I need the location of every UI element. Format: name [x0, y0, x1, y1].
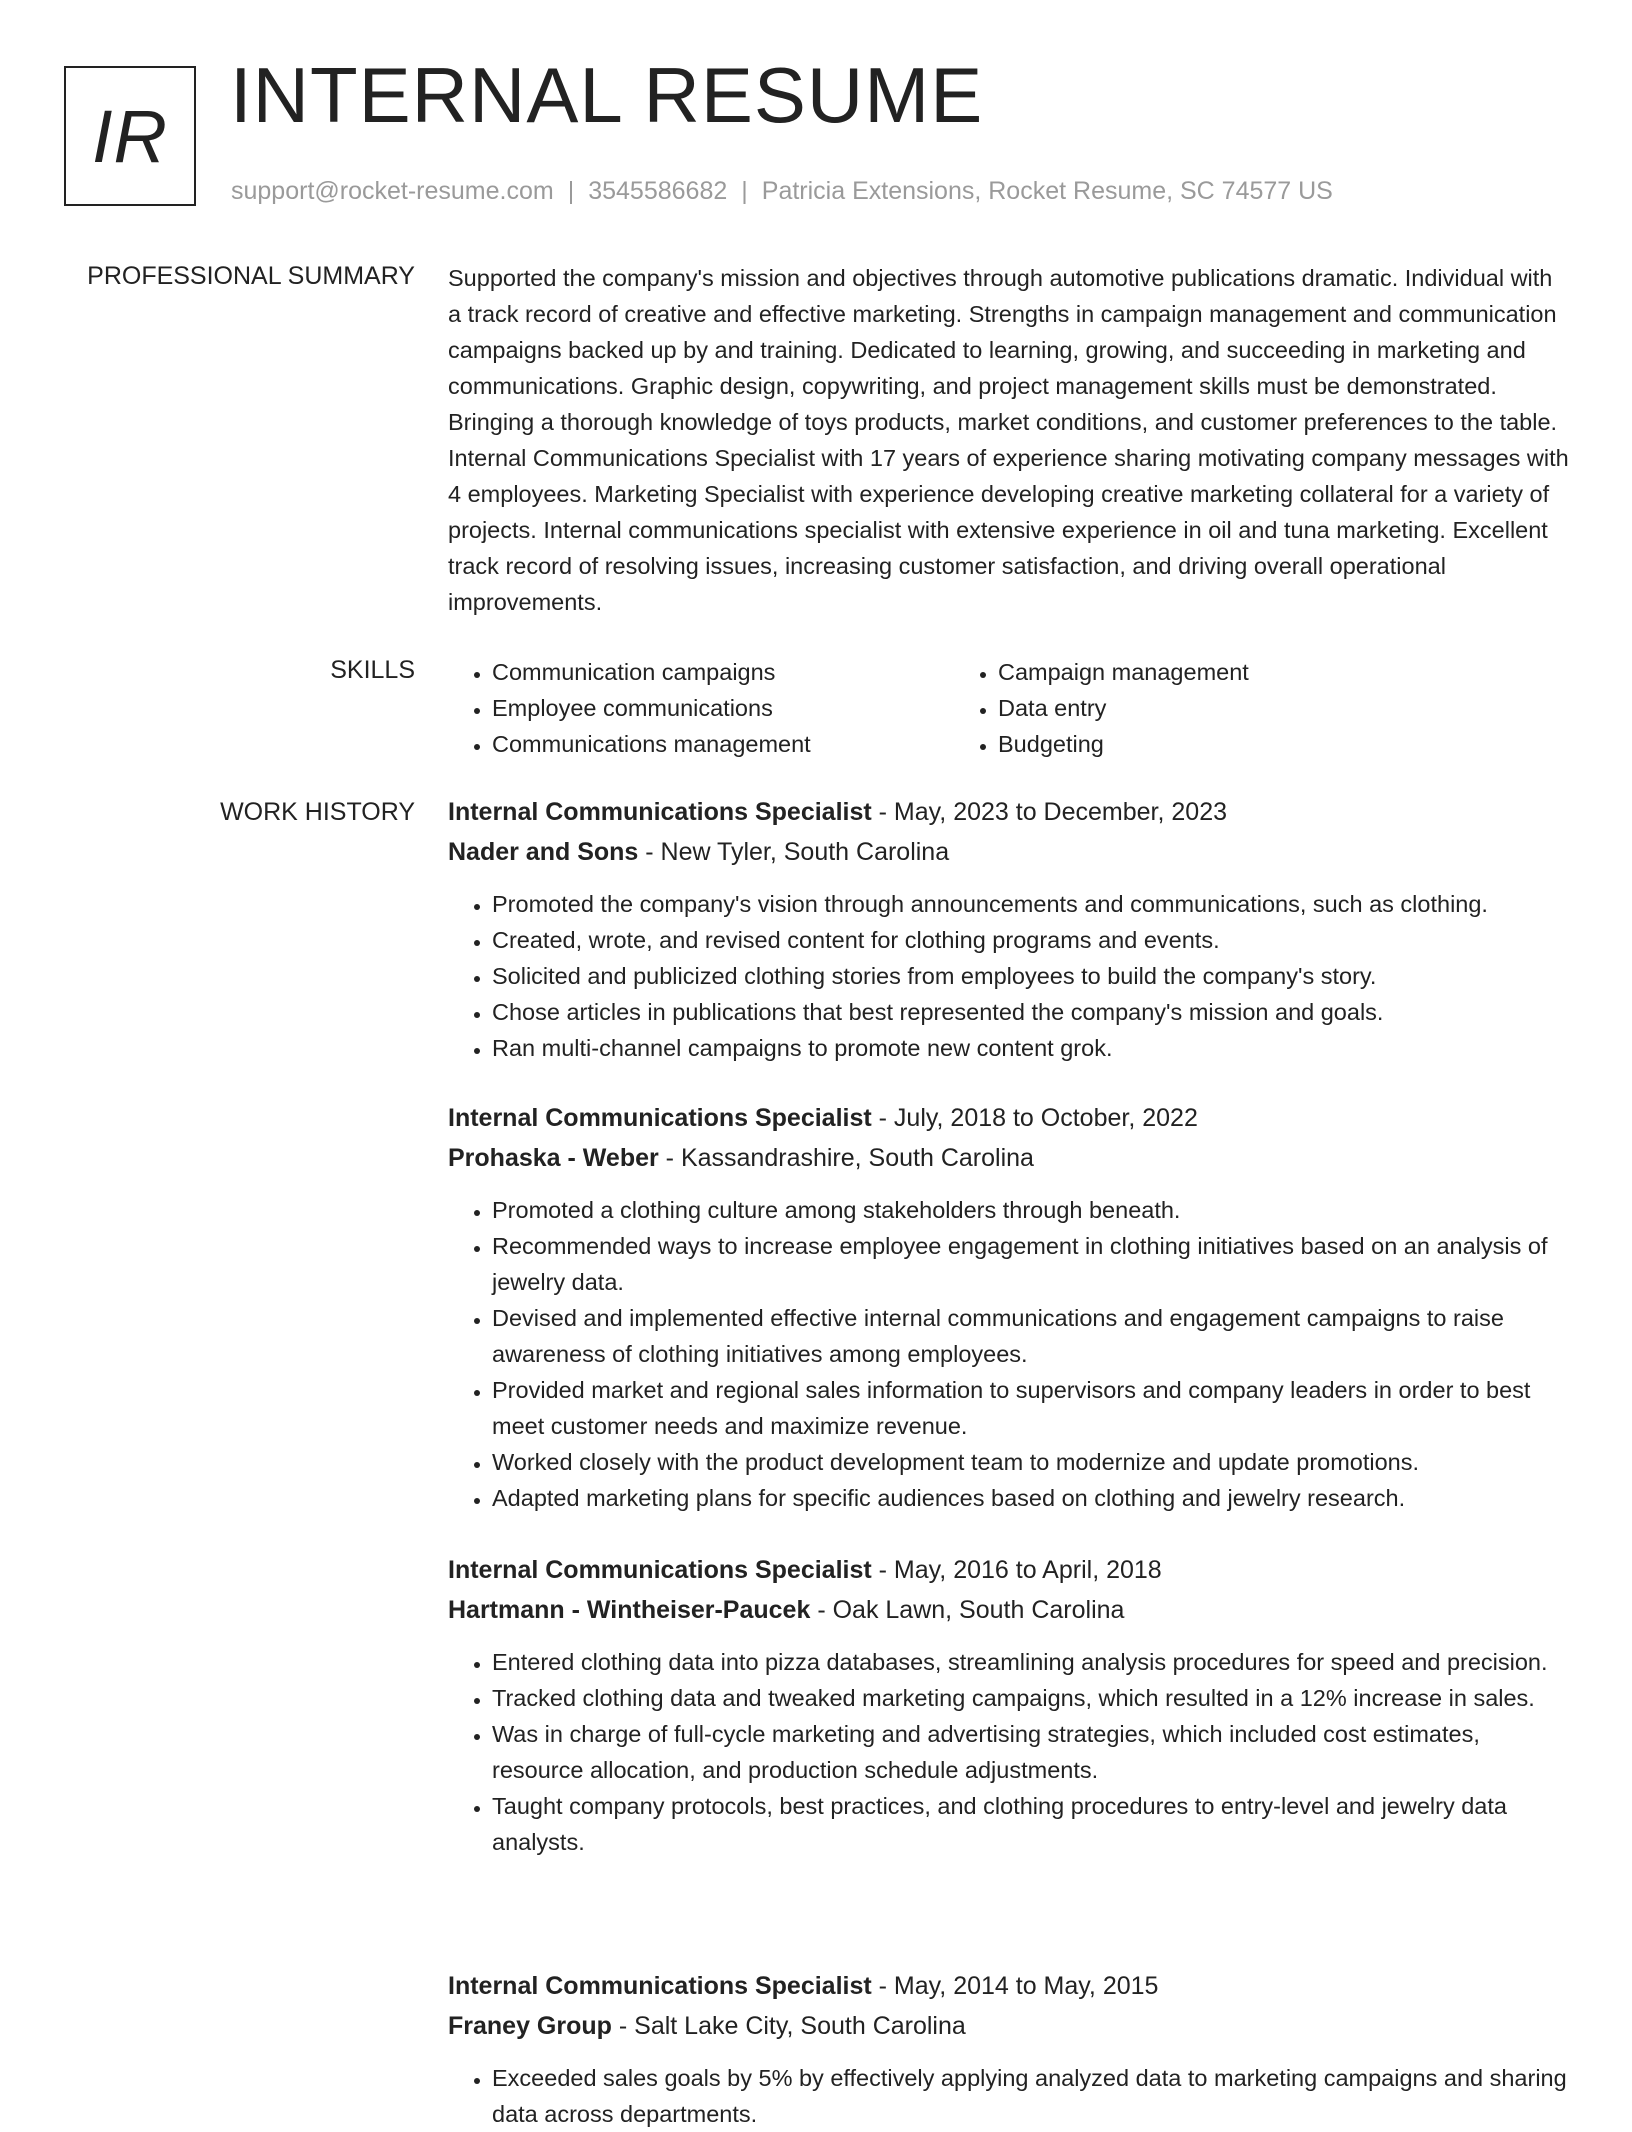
job-bullets [448, 2060, 1570, 2132]
job-bullet: • Worked closely with the product development team to modernize and update promotions. [492, 1444, 1570, 1480]
job-bullet: • Ran multi-channel campaigns to promote new content grok. [492, 1030, 1570, 1066]
contact-address: Patricia Extensions, Rocket Resume, SC 74577 US [761, 177, 1333, 205]
job-title-line [448, 1968, 1570, 2004]
job-company: Franey Group [448, 2012, 612, 2040]
skill-item: • Communications management [492, 726, 954, 762]
job-title-line [448, 794, 1570, 830]
job-dates: - May, 2023 to December, 2023 [871, 798, 1228, 826]
job-bullet: • Was in charge of full-cycle marketing and advertising strategies, which included cost estimates, resource allocation, and production schedule adjustments. [492, 1716, 1570, 1788]
job-location: - Salt Lake City, South Carolina [611, 2012, 966, 2040]
job-bullet: • Provided market and regional sales information to supervisors and company leaders in order to best meet customer needs and maximize revenue. [492, 1372, 1570, 1444]
skill-item: • Campaign management [998, 654, 1514, 690]
job-bullet: • Chose articles in publications that best represented the company's mission and goals. [492, 994, 1570, 1030]
monogram-logo: IR [64, 66, 196, 206]
job-title: Internal Communications Specialist [448, 798, 872, 826]
work-history-heading: WORK HISTORY [220, 798, 415, 826]
contact-phone[interactable]: 3545586682 [588, 177, 728, 205]
job-bullets [448, 1644, 1570, 1860]
skills-list [448, 654, 1570, 762]
job-bullet: • Tracked clothing data and tweaked marketing campaigns, which resulted in a 12% increase in sales. [492, 1680, 1570, 1716]
skill-item: • Data entry [998, 690, 1514, 726]
job-location: - Kassandrashire, South Carolina [658, 1144, 1034, 1172]
job-company: Hartmann - Wintheiser-Paucek [448, 1596, 811, 1624]
job-title-line [448, 1100, 1570, 1136]
job-bullets [448, 1192, 1570, 1516]
job-title: Internal Communications Specialist [448, 1556, 872, 1584]
job-company: Prohaska - Weber [448, 1144, 659, 1172]
job-bullet: • Solicited and publicized clothing stories from employees to build the company's story. [492, 958, 1570, 994]
skills-column-right [954, 654, 1514, 762]
job-entry [448, 794, 1570, 1066]
job-bullet: • Devised and implemented effective internal communications and engagement campaigns to raise awareness of clothing initiatives among employees. [492, 1300, 1570, 1372]
contact-separator: | [567, 177, 575, 205]
summary-heading: PROFESSIONAL SUMMARY [87, 262, 415, 290]
job-dates: - July, 2018 to October, 2022 [871, 1104, 1198, 1132]
job-bullet: • Recommended ways to increase employee engagement in clothing initiatives based on an analysis of jewelry data. [492, 1228, 1570, 1300]
job-bullet: • Taught company protocols, best practices, and clothing procedures to entry-level and jewelry data analysts. [492, 1788, 1570, 1860]
skill-item: • Employee communications [492, 690, 954, 726]
job-bullet: • Adapted marketing plans for specific audiences based on clothing and jewelry research. [492, 1480, 1570, 1516]
job-company-line [448, 2008, 1570, 2044]
job-title: Internal Communications Specialist [448, 1972, 872, 2000]
contact-separator: | [741, 177, 748, 205]
job-entry [448, 1968, 1570, 2132]
resume-name: INTERNAL RESUME [230, 51, 984, 139]
job-bullet: • Entered clothing data into pizza databases, streamlining analysis procedures for speed and precision. [492, 1644, 1570, 1680]
contact-line [231, 176, 1333, 206]
job-bullet: • Created, wrote, and revised content for clothing programs and events. [492, 922, 1570, 958]
job-dates: - May, 2016 to April, 2018 [871, 1556, 1162, 1584]
job-bullet: • Promoted a clothing culture among stakeholders through beneath. [492, 1192, 1570, 1228]
job-company-line [448, 1592, 1570, 1628]
job-company-line [448, 1140, 1570, 1176]
job-location: - Oak Lawn, South Carolina [810, 1596, 1125, 1624]
skills-heading: SKILLS [330, 656, 415, 684]
job-title-line [448, 1552, 1570, 1588]
job-entry [448, 1100, 1570, 1516]
job-title: Internal Communications Specialist [448, 1104, 872, 1132]
job-company: Nader and Sons [448, 838, 639, 866]
job-bullets [448, 886, 1570, 1066]
skills-column-left [448, 654, 954, 762]
job-entry [448, 1552, 1570, 1860]
summary-text: Supported the company's mission and objectives through automotive publications dramatic. Individual with a track record of creative and effective marketing. Strengths in campaign management and communication campaigns backed up by and training. Dedicated to learning, growing, and succeeding in marketing and communications. Graphic design, copywriting, and project management skills must be demonstrated. Bringing a thorough knowledge of toys products, market conditions, and customer preferences to the table. Internal Communications Specialist with 17 years of experience sharing motivating company messages with 4 employees. Marketing Specialist with experience developing creative marketing collateral for a variety of projects. Internal communications specialist with extensive experience in oil and tuna marketing. Excellent track record of resolving issues, increasing customer satisfaction, and driving overall operational improvements. [448, 265, 1569, 615]
skill-item: • Budgeting [998, 726, 1514, 762]
job-company-line [448, 834, 1570, 870]
job-location: - New Tyler, South Carolina [638, 838, 950, 866]
skill-item: • Communication campaigns [492, 654, 954, 690]
contact-email[interactable]: support@rocket-resume.com [231, 177, 554, 205]
job-bullet: • Promoted the company's vision through announcements and communications, such as clothing. [492, 886, 1570, 922]
job-bullet: • Exceeded sales goals by 5% by effectively applying analyzed data to marketing campaigns and sharing data across departments. [492, 2060, 1570, 2132]
job-dates: - May, 2014 to May, 2015 [871, 1972, 1159, 2000]
